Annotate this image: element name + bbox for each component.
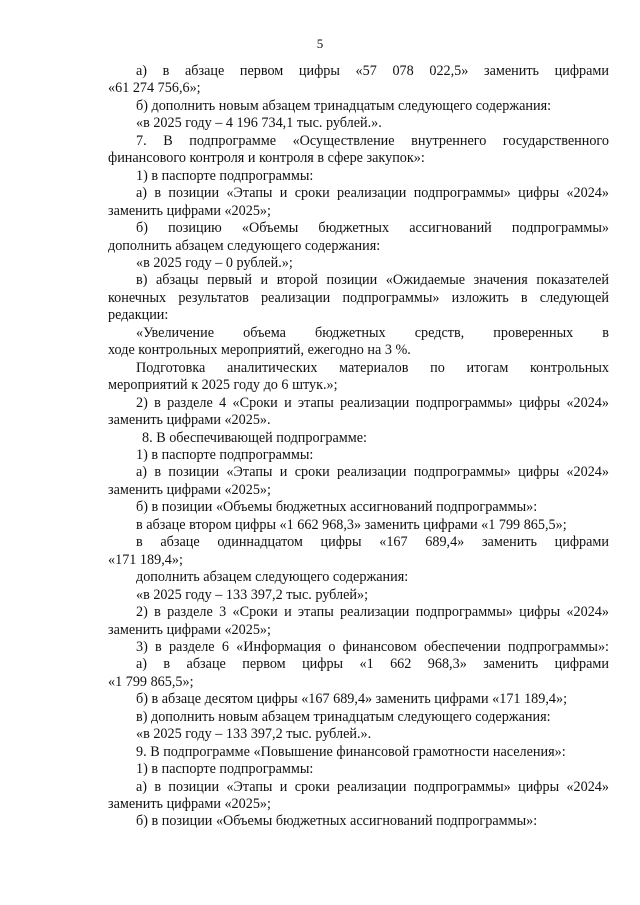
text-line: заменить цифрами «2025»;: [108, 796, 271, 813]
text-line: 2) в разделе 4 «Сроки и этапы реализации подпрограммы» цифры «2024»: [136, 394, 609, 411]
text-line: «171 189,4»;: [108, 551, 183, 568]
text-line: а) в позиции «Этапы и сроки реализации подпрограммы» цифры «2024»: [136, 464, 609, 481]
text-line: 1) в паспорте подпрограммы:: [136, 761, 314, 778]
text-line: «в 2025 году – 0 рублей.»;: [136, 254, 293, 271]
text-line: мероприятий к 2025 году до 6 штук.»;: [108, 377, 338, 394]
text-line: «Увеличение объема бюджетных средств, проверенных в: [136, 324, 609, 341]
text-line: редакции:: [108, 307, 169, 324]
text-line: дополнить абзацем следующего содержания:: [136, 569, 409, 586]
text-line: 8. В обеспечивающей подпрограмме:: [142, 429, 367, 446]
text-line: конечных результатов реализации подпрограммы» изложить в следующей: [108, 289, 609, 306]
text-line: в) дополнить новым абзацем тринадцатым следующего содержания:: [136, 708, 551, 725]
text-line: а) в абзаце первом цифры «1 662 968,3» заменить цифрами: [136, 656, 609, 673]
text-line: б) в позиции «Объемы бюджетных ассигнований подпрограммы»:: [136, 499, 538, 516]
text-line: 9. В подпрограмме «Повышение финансовой грамотности населения»:: [136, 743, 566, 760]
text-line: 2) в разделе 3 «Сроки и этапы реализации подпрограммы» цифры «2024»: [136, 604, 609, 621]
text-line: «в 2025 году – 4 196 734,1 тыс. рублей.».: [136, 115, 382, 132]
text-line: в) абзацы первый и второй позиции «Ожидаемые значения показателей: [136, 272, 609, 289]
text-line: «1 799 865,5»;: [108, 673, 194, 690]
text-line: заменить цифрами «2025»;: [108, 481, 271, 498]
text-line: «61 274 756,6»;: [108, 80, 201, 97]
text-line: а) в позиции «Этапы и сроки реализации подпрограммы» цифры «2024»: [136, 778, 609, 795]
text-line: заменить цифрами «2025»;: [108, 202, 271, 219]
document-body: [108, 63, 609, 831]
text-line: 7. В подпрограмме «Осуществление внутреннего государственного: [136, 132, 609, 149]
text-line: финансового контроля и контроля в сфере закупок»:: [108, 150, 425, 167]
text-line: б) дополнить новым абзацем тринадцатым следующего содержания:: [136, 97, 552, 114]
text-line: Подготовка аналитических материалов по итогам контрольных: [136, 359, 609, 376]
text-line: 1) в паспорте подпрограммы:: [136, 446, 314, 463]
text-line: заменить цифрами «2025»;: [108, 621, 271, 638]
text-line: а) в позиции «Этапы и сроки реализации подпрограммы» цифры «2024»: [136, 185, 609, 202]
text-line: 3) в разделе 6 «Информация о финансовом обеспечении подпрограммы»:: [136, 638, 609, 655]
text-line: ходе контрольных мероприятий, ежегодно на 3 %.: [108, 342, 411, 359]
text-line: б) позицию «Объемы бюджетных ассигнований подпрограммы»: [136, 220, 609, 237]
text-line: «в 2025 году – 133 397,2 тыс. рублей.».: [136, 726, 372, 743]
text-line: в абзаце втором цифры «1 662 968,3» заменить цифрами «1 799 865,5»;: [136, 516, 567, 533]
text-line: «в 2025 году – 133 397,2 тыс. рублей»;: [136, 586, 369, 603]
text-line: заменить цифрами «2025».: [108, 412, 271, 429]
text-line: 1) в паспорте подпрограммы:: [136, 167, 314, 184]
text-line: дополнить абзацем следующего содержания:: [108, 237, 381, 254]
text-line: в абзаце одиннадцатом цифры «167 689,4» заменить цифрами: [136, 534, 609, 551]
text-line: б) в позиции «Объемы бюджетных ассигнований подпрограммы»:: [136, 813, 538, 830]
text-line: а) в абзаце первом цифры «57 078 022,5» заменить цифрами: [136, 63, 609, 79]
page-number: 5: [316, 36, 324, 51]
text-line: б) в абзаце десятом цифры «167 689,4» заменить цифрами «171 189,4»;: [136, 691, 568, 708]
